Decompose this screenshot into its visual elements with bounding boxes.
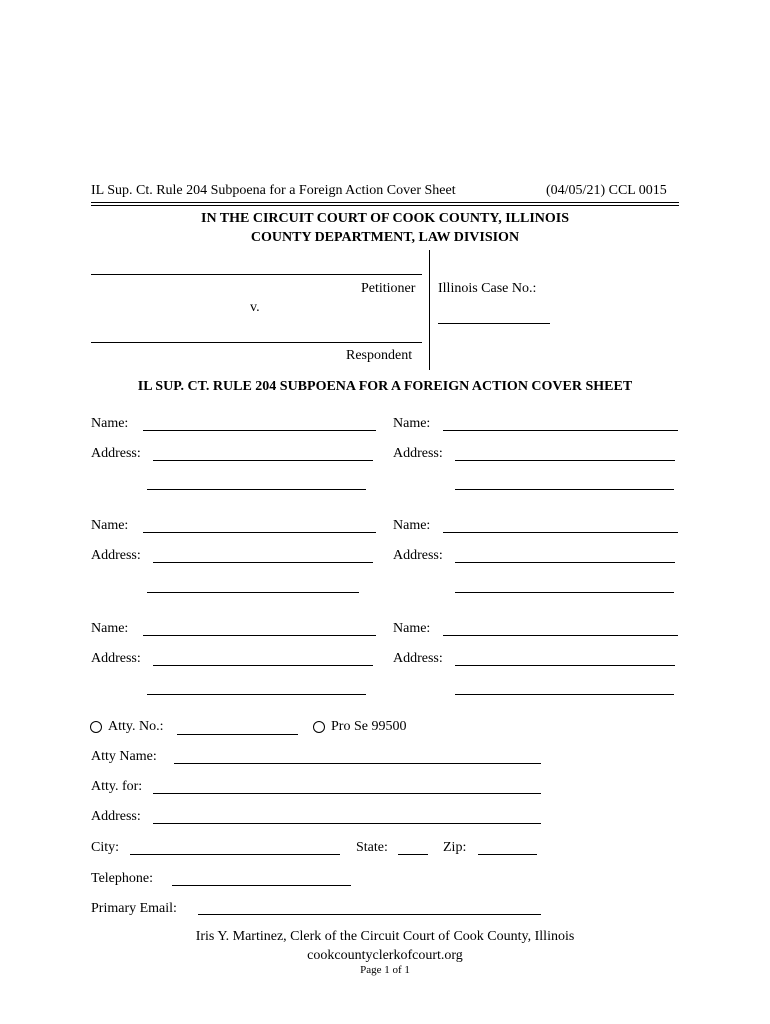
- party-4-name-field[interactable]: [443, 532, 678, 533]
- clerk-line: Iris Y. Martinez, Clerk of the Circuit Court of Cook County, Illinois: [195, 929, 575, 944]
- header-rule-top: [91, 202, 679, 203]
- pro-se-label: Pro Se 99500: [331, 719, 407, 734]
- party-5-address-label: Address:: [91, 651, 141, 666]
- atty-no-radio[interactable]: [90, 721, 102, 733]
- party-4-address-label: Address:: [393, 548, 443, 563]
- party-5-address-field[interactable]: [153, 665, 373, 666]
- page-number: Page 1 of 1: [360, 964, 410, 976]
- party-4-address-line2[interactable]: [455, 592, 674, 593]
- case-number-label: Illinois Case No.:: [438, 281, 537, 296]
- party-3-address-line2[interactable]: [147, 592, 359, 593]
- zip-label: Zip:: [443, 840, 467, 855]
- party-2-address-line2[interactable]: [455, 489, 674, 490]
- party-1-address-label: Address:: [91, 446, 141, 461]
- caption-divider: [429, 250, 430, 370]
- email-field[interactable]: [198, 914, 541, 915]
- party-1-address-line2[interactable]: [147, 489, 366, 490]
- party-6-address-line2[interactable]: [455, 694, 674, 695]
- court-name: IN THE CIRCUIT COURT OF COOK COUNTY, ILLINOIS: [201, 211, 569, 226]
- party-6-address-field[interactable]: [455, 665, 675, 666]
- party-3-name-label: Name:: [91, 518, 129, 533]
- petitioner-label: Petitioner: [361, 281, 416, 296]
- telephone-label: Telephone:: [91, 871, 153, 886]
- pro-se-radio[interactable]: [313, 721, 325, 733]
- party-3-name-field[interactable]: [143, 532, 376, 533]
- party-1-address-field[interactable]: [153, 460, 373, 461]
- clerk-website: cookcountyclerkofcourt.org: [307, 948, 463, 963]
- form-header-title: IL Sup. Ct. Rule 204 Subpoena for a Foreign Action Cover Sheet: [91, 183, 456, 198]
- party-2-name-field[interactable]: [443, 430, 678, 431]
- party-5-address-line2[interactable]: [147, 694, 366, 695]
- case-number-field[interactable]: [438, 323, 550, 324]
- party-6-name-label: Name:: [393, 621, 431, 636]
- city-field[interactable]: [130, 854, 340, 855]
- party-2-name-label: Name:: [393, 416, 431, 431]
- state-field[interactable]: [398, 854, 428, 855]
- zip-field[interactable]: [478, 854, 537, 855]
- party-2-address-field[interactable]: [455, 460, 675, 461]
- atty-for-field[interactable]: [153, 793, 541, 794]
- atty-no-label: Atty. No.:: [108, 719, 164, 734]
- email-label: Primary Email:: [91, 901, 177, 916]
- court-division: COUNTY DEPARTMENT, LAW DIVISION: [250, 230, 520, 245]
- form-title: IL SUP. CT. RULE 204 SUBPOENA FOR A FOREIGN ACTION COVER SHEET: [137, 379, 633, 394]
- form-header-code: (04/05/21) CCL 0015: [546, 183, 667, 198]
- party-4-name-label: Name:: [393, 518, 431, 533]
- party-4-address-field[interactable]: [455, 562, 675, 563]
- atty-address-field[interactable]: [153, 823, 541, 824]
- respondent-name-line[interactable]: [91, 342, 422, 343]
- party-6-name-field[interactable]: [443, 635, 678, 636]
- petitioner-name-line[interactable]: [91, 274, 422, 275]
- party-5-name-label: Name:: [91, 621, 129, 636]
- party-5-name-field[interactable]: [143, 635, 376, 636]
- atty-no-field[interactable]: [177, 734, 298, 735]
- party-1-name-field[interactable]: [143, 430, 376, 431]
- header-rule-bottom: [91, 205, 679, 206]
- atty-name-label: Atty Name:: [91, 749, 157, 764]
- atty-name-field[interactable]: [174, 763, 541, 764]
- party-1-name-label: Name:: [91, 416, 129, 431]
- respondent-label: Respondent: [346, 348, 413, 363]
- party-3-address-field[interactable]: [153, 562, 373, 563]
- versus-label: v.: [250, 300, 260, 315]
- party-3-address-label: Address:: [91, 548, 141, 563]
- party-2-address-label: Address:: [393, 446, 443, 461]
- state-label: State:: [356, 840, 388, 855]
- city-label: City:: [91, 840, 120, 855]
- telephone-field[interactable]: [172, 885, 351, 886]
- atty-address-label: Address:: [91, 809, 141, 824]
- atty-for-label: Atty. for:: [91, 779, 143, 794]
- party-6-address-label: Address:: [393, 651, 443, 666]
